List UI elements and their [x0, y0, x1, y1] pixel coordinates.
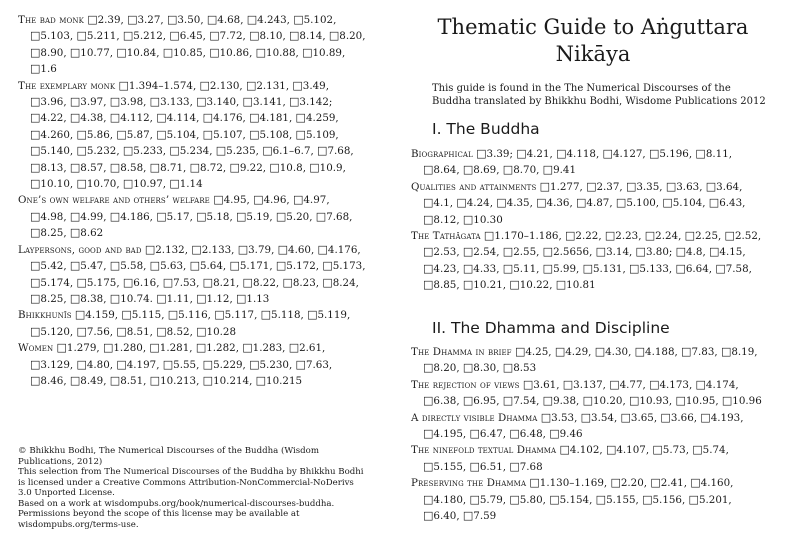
- reference-checkbox: □ 8.46: [30, 375, 63, 387]
- reference-checkbox: □ 8.69: [463, 164, 496, 176]
- reference-checkbox: □ 6.45: [169, 30, 202, 42]
- reference-checkbox: □ 5.119: [307, 309, 347, 321]
- reference-checkbox: □ 5.133: [629, 263, 669, 275]
- reference-checkbox: □ 10.21: [463, 279, 503, 291]
- reference-checkbox: □ 2.37: [586, 181, 619, 193]
- entry-references: □ 1.130–1.169, □ 2.20, □ 2.41, □ 4.160, □ 4.180, □ 5.79, □ 5.80, □ 5.154, □ 5.155, □ 5.156, □ 5.201, □ 6.40, □ 7.59: [423, 477, 733, 522]
- reference-checkbox: □ 5.117: [214, 309, 254, 321]
- reference-checkbox: □ 5.99: [543, 263, 576, 275]
- entry-heading: The Tathāgata: [411, 230, 481, 243]
- entry-heading: The ninefold textual Dhamma: [411, 444, 557, 457]
- index-entry: [393, 442, 765, 475]
- entry-heading: The bad monk: [18, 14, 84, 26]
- reference-checkbox: □ 4.35: [496, 197, 529, 209]
- reference-checkbox: □ 4.114: [156, 112, 196, 124]
- reference-checkbox: □ 3.53: [541, 412, 574, 424]
- reference-checkbox: □ 5.155: [423, 461, 463, 473]
- reference-checkbox: □ 2.55: [503, 246, 536, 258]
- reference-checkbox: □ 5.107: [203, 129, 243, 141]
- index-entry: [393, 344, 765, 377]
- title-line-2: Nikāya: [555, 42, 631, 66]
- reference-checkbox: □ 2.39: [87, 14, 120, 26]
- reference-checkbox: □ 10.95: [675, 395, 715, 407]
- reference-checkbox: □ 2.132: [145, 244, 185, 256]
- reference-checkbox: □ 4.15: [709, 246, 742, 258]
- reference-checkbox: □ 1.281: [149, 342, 189, 354]
- reference-checkbox: □ 10.88: [256, 47, 296, 59]
- reference-checkbox: □ 1.283: [242, 342, 282, 354]
- reference-checkbox: □ 10.9: [309, 162, 342, 174]
- reference-checkbox: □ 4.197: [116, 359, 156, 371]
- reference-checkbox: □ 5.17: [156, 211, 189, 223]
- reference-checkbox: □ 10.84: [116, 47, 156, 59]
- reference-checkbox: □ 8.58: [110, 162, 143, 174]
- reference-checkbox: □ 5.234: [169, 145, 209, 157]
- reference-checkbox: □ 8.30: [463, 362, 496, 374]
- reference-checkbox: □ 1.279: [57, 342, 97, 354]
- reference-checkbox: □ 3.141: [243, 96, 283, 108]
- reference-checkbox: □ 4.23: [423, 263, 456, 275]
- reference-checkbox: □ 5.86: [76, 129, 109, 141]
- entry-heading: Bhikkhunīs: [18, 309, 72, 322]
- reference-checkbox: □ 2.52: [725, 230, 758, 242]
- index-entry: [393, 146, 765, 179]
- reference-checkbox: □ 1.170–1.186: [484, 230, 559, 242]
- reference-checkbox: □ 10.10: [30, 178, 70, 190]
- reference-checkbox: □ 5.87: [116, 129, 149, 141]
- reference-checkbox: □ 1.277: [540, 181, 580, 193]
- reference-checkbox: □ 4.98: [30, 211, 63, 223]
- index-entry: [0, 192, 366, 241]
- reference-checkbox: □ 7.53: [163, 277, 196, 289]
- reference-checkbox: □ 4.180: [423, 494, 463, 506]
- reference-checkbox: □ 3.97: [70, 96, 103, 108]
- entry-heading: One’s own welfare and others’ welfare: [18, 194, 210, 207]
- reference-checkbox: □ 5.120: [30, 326, 70, 338]
- entry-references: □ 3.39; □ 4.21, □ 4.118, □ 4.127, □ 5.196, □ 8.11, □ 8.64, □ 8.69, □ 8.70, □ 9.41: [423, 148, 732, 176]
- reference-checkbox: □ 1.394–1.574: [118, 80, 193, 92]
- license-notice: [18, 446, 368, 530]
- reference-checkbox: □ 1.12: [196, 293, 229, 305]
- reference-checkbox: □ 3.64: [706, 181, 739, 193]
- reference-checkbox: □ 10.86: [209, 47, 249, 59]
- reference-checkbox: □ 8.13: [30, 162, 63, 174]
- reference-checkbox: □ 6.38: [423, 395, 456, 407]
- reference-checkbox: □ 9.22: [229, 162, 262, 174]
- entry-heading: The exemplary monk: [18, 79, 116, 92]
- reference-checkbox: □ 4.259: [296, 112, 336, 124]
- reference-checkbox: □ 5.235: [216, 145, 256, 157]
- reference-checkbox: □ 3.65: [621, 412, 654, 424]
- reference-checkbox: □ 3.54: [581, 412, 614, 424]
- reference-checkbox: □ 4.112: [110, 112, 150, 124]
- reference-checkbox: □ 5.201: [689, 494, 729, 506]
- reference-checkbox: □ 8.52: [156, 326, 189, 338]
- entry-heading: The rejection of views: [411, 378, 520, 391]
- index-entry: [393, 377, 765, 410]
- reference-checkbox: □ 8.14: [289, 30, 322, 42]
- reference-checkbox: □ 3.35: [626, 181, 659, 193]
- reference-checkbox: □ 4.174: [696, 379, 736, 391]
- page-title: [423, 14, 763, 68]
- reference-checkbox: □ 5.175: [76, 277, 116, 289]
- reference-checkbox: □ 8.20: [423, 362, 456, 374]
- index-entry: [0, 242, 366, 308]
- reference-checkbox: □ 4.21: [516, 148, 549, 160]
- reference-checkbox: □ 3.80: [636, 246, 669, 258]
- intro-text: This guide is found in the The Numerical Discourses of the Buddha translated by Bhikkhu Bodhi, Wisdome Publications 2012: [432, 83, 766, 107]
- reference-checkbox: □ 4.99: [70, 211, 103, 223]
- reference-checkbox: □ 2.61: [289, 342, 322, 354]
- entry-references: □ 4.102, □ 4.107, □ 5.73, □ 5.74, □ 5.155, □ 6.51, □ 7.68: [423, 444, 729, 472]
- reference-checkbox: □ 2.24: [645, 230, 678, 242]
- reference-checkbox: □ 10.70: [76, 178, 116, 190]
- reference-checkbox: □ 8.85: [423, 279, 456, 291]
- reference-checkbox: □ 8.25: [30, 293, 63, 305]
- reference-checkbox: □ 4.188: [635, 346, 675, 358]
- reference-checkbox: □ 3.63: [666, 181, 699, 193]
- reference-checkbox: □ 5.173: [322, 260, 362, 272]
- reference-checkbox: □ 5.63: [150, 260, 183, 272]
- reference-checkbox: □ 8.38: [70, 293, 103, 305]
- reference-checkbox: □ 4.176: [203, 112, 243, 124]
- reference-checkbox: □ 5.229: [203, 359, 243, 371]
- reference-checkbox: □ 3.140: [196, 96, 236, 108]
- reference-checkbox: □ 4.30: [595, 346, 628, 358]
- reference-checkbox: □ 7.63: [296, 359, 329, 371]
- reference-checkbox: □ 4.195: [423, 428, 463, 440]
- reference-checkbox: □ 2.131: [246, 80, 286, 92]
- reference-checkbox: □ 9.46: [549, 428, 582, 440]
- reference-checkbox: □ 10.22: [509, 279, 549, 291]
- reference-checkbox: □ 5.233: [123, 145, 163, 157]
- reference-checkbox: □ 8.51: [116, 326, 149, 338]
- reference-checkbox: □ 3.50: [167, 14, 200, 26]
- reference-checkbox: □ 5.109: [296, 129, 336, 141]
- reference-checkbox: □ 5.104: [156, 129, 196, 141]
- reference-checkbox: □ 5.64: [190, 260, 223, 272]
- reference-checkbox: □ 6.1–6.7: [262, 145, 310, 157]
- reference-checkbox: □ 2.53: [423, 246, 456, 258]
- reference-checkbox: □ 5.155: [596, 494, 636, 506]
- reference-checkbox: □ 5.100: [616, 197, 656, 209]
- reference-checkbox: □ 8.24: [322, 277, 355, 289]
- reference-checkbox: □ 10.81: [556, 279, 596, 291]
- entry-heading: Laypersons, good and bad: [18, 243, 142, 256]
- reference-checkbox: □ 3.27: [127, 14, 160, 26]
- entry-heading: Preserving the Dhamma: [411, 477, 527, 490]
- index-entry: [393, 410, 765, 443]
- reference-checkbox: □ 3.14: [596, 246, 629, 258]
- reference-checkbox: □ 5.171: [229, 260, 269, 272]
- reference-checkbox: □ 4.260: [30, 129, 70, 141]
- reference-checkbox: □ 2.41: [650, 477, 683, 489]
- reference-checkbox: □ 1.282: [196, 342, 236, 354]
- reference-checkbox: □ 4.102: [560, 444, 600, 456]
- reference-checkbox: □ 5.154: [549, 494, 589, 506]
- reference-checkbox: □ 10.28: [196, 326, 236, 338]
- reference-checkbox: □ 10.30: [463, 214, 503, 226]
- reference-checkbox: □ 5.18: [196, 211, 229, 223]
- entry-references: □ 1.277, □ 2.37, □ 3.35, □ 3.63, □ 3.64, □ 4.1, □ 4.24, □ 4.35, □ 4.36, □ 4.87, □ 5.100, □ 5.104, □ 6.43, □ 8.12, □ 10.30: [423, 181, 745, 226]
- reference-checkbox: □ 5.108: [249, 129, 289, 141]
- reference-checkbox: □ 4.80: [76, 359, 109, 371]
- reference-checkbox: □ 6.40: [423, 510, 456, 522]
- entry-references: □ 4.159, □ 5.115, □ 5.116, □ 5.117, □ 5.118, □ 5.119, □ 5.120, □ 7.56, □ 8.51, □ 8.52, □ 10.28: [30, 309, 350, 337]
- entry-heading: Biographical: [411, 148, 473, 160]
- reference-checkbox: □ 8.20: [329, 30, 362, 42]
- reference-checkbox: □ 4.127: [603, 148, 643, 160]
- index-entry: [393, 228, 765, 294]
- reference-checkbox: □ 10.97: [123, 178, 163, 190]
- reference-checkbox: □ 4.68: [207, 14, 240, 26]
- index-entry: [393, 179, 765, 228]
- reference-checkbox: □ 4.77: [609, 379, 642, 391]
- reference-checkbox: □ 3.137: [563, 379, 603, 391]
- entry-references: □ 1.170–1.186, □ 2.22, □ 2.23, □ 2.24, □ 2.25, □ 2.52, □ 2.53, □ 2.54, □ 2.55, □ 2.5656, □ 3.14, □ 3.80; □ 4.8, □ 4.15, □ 4.23, □ 4.33, □ 5.11, □ 5.99, □ 5.131, □ 5.133, □ 6.64, □ 7.58, □ 8.85, □ 10.21, □ 10.22, □ 10.81: [423, 230, 761, 291]
- reference-checkbox: □ 4.25: [515, 346, 548, 358]
- reference-checkbox: □ 5.156: [642, 494, 682, 506]
- reference-checkbox: □ 7.68: [317, 145, 350, 157]
- reference-checkbox: □ 10.85: [163, 47, 203, 59]
- reference-checkbox: □ 5.74: [692, 444, 725, 456]
- reference-checkbox: □ 4.1: [423, 197, 450, 209]
- entry-heading: Qualities and attainments: [411, 180, 537, 193]
- reference-checkbox: □ 4.97: [293, 194, 326, 206]
- entry-references: □ 3.61, □ 3.137, □ 4.77, □ 4.173, □ 4.174, □ 6.38, □ 6.95, □ 7.54, □ 9.38, □ 10.20, □ 10.93, □ 10.95, □ 10.96: [423, 379, 762, 407]
- reference-checkbox: □ 5.73: [652, 444, 685, 456]
- reference-checkbox: □ 4.159: [75, 309, 115, 321]
- reference-checkbox: □ 8.25: [30, 227, 63, 239]
- reference-checkbox: □ 8.49: [70, 375, 103, 387]
- reference-checkbox: □ 8.62: [70, 227, 103, 239]
- reference-checkbox: □ 10.8: [269, 162, 302, 174]
- reference-checkbox: □ 1.6: [30, 63, 57, 75]
- reference-checkbox: □ 8.23: [282, 277, 315, 289]
- reference-checkbox: □ 5.80: [509, 494, 542, 506]
- reference-checkbox: □ 9.38: [543, 395, 576, 407]
- reference-checkbox: □ 3.133: [150, 96, 190, 108]
- entry-references: □ 4.95, □ 4.96, □ 4.97, □ 4.98, □ 4.99, □ 4.186, □ 5.17, □ 5.18, □ 5.19, □ 5.20, □ 7.68, □ 8.25, □ 8.62: [30, 194, 352, 239]
- entry-references: □ 1.394–1.574, □ 2.130, □ 2.131, □ 3.49, □ 3.96, □ 3.97, □ 3.98, □ 3.133, □ 3.140, □ 3.141, □ 3.142; □ 4.22, □ 4.38, □ 4.112, □ 4.114, □ 4.176, □ 4.181, □ 4.259, □ 4.260, □ 5.86, □ 5.87, □ 5.104, □ 5.107, □ 5.108, □ 5.109, □ 5.140, □ 5.232, □ 5.233, □ 5.234, □ 5.235, □ 6.1–6.7, □ 7.68, □ 8.13, □ 8.57, □ 8.58, □ 8.71, □ 8.72, □ 9.22, □ 10.8, □ 10.9, □ 10.10, □ 10.70, □ 10.97, □ 1.14: [30, 80, 354, 190]
- reference-checkbox: □ 4.107: [606, 444, 646, 456]
- entry-references: □ 4.25, □ 4.29, □ 4.30, □ 4.188, □ 7.83, □ 8.19, □ 8.20, □ 8.30, □ 8.53: [423, 346, 758, 374]
- reference-checkbox: □ 2.54: [463, 246, 496, 258]
- reference-checkbox: □ 7.72: [209, 30, 242, 42]
- title-line-1: Thematic Guide to Aṅguttara: [437, 15, 749, 39]
- reference-checkbox: □ 5.196: [649, 148, 689, 160]
- entry-references: □ 3.53, □ 3.54, □ 3.65, □ 3.66, □ 4.193, □ 4.195, □ 6.47, □ 6.48, □ 9.46: [423, 412, 743, 440]
- reference-checkbox: □ 3.98: [110, 96, 143, 108]
- reference-checkbox: □ 2.23: [605, 230, 638, 242]
- reference-checkbox: □ 5.131: [583, 263, 623, 275]
- reference-checkbox: □ 4.96: [253, 194, 286, 206]
- reference-checkbox: □ 10.213: [150, 375, 196, 387]
- reference-checkbox: □ 8.57: [70, 162, 103, 174]
- reference-checkbox: □ 5.115: [121, 309, 161, 321]
- reference-checkbox: □ 8.12: [423, 214, 456, 226]
- reference-checkbox: □ 5.42: [30, 260, 63, 272]
- reference-checkbox: □ 8.70: [503, 164, 536, 176]
- reference-checkbox: □ 4.176: [318, 244, 358, 256]
- reference-checkbox: □ 8.64: [423, 164, 456, 176]
- reference-checkbox: □ 4.186: [110, 211, 150, 223]
- reference-checkbox: □ 4.118: [556, 148, 596, 160]
- reference-checkbox: □ 2.130: [200, 80, 240, 92]
- reference-checkbox: □ 3.79: [238, 244, 271, 256]
- reference-checkbox: □ 4.36: [536, 197, 569, 209]
- reference-checkbox: □ 6.51: [469, 461, 502, 473]
- index-entries-dhamma: [393, 344, 765, 524]
- reference-checkbox: □ 4.181: [249, 112, 289, 124]
- reference-checkbox: □ 4.60: [278, 244, 311, 256]
- reference-checkbox: □ 7.58: [715, 263, 748, 275]
- entry-heading: Women: [18, 342, 54, 355]
- permissions-line: Based on a work at wisdompubs.org/book/numerical-discourses-buddha. Permissions beyond the scope of this license may be available at wisdompubs.org/terms-use.: [18, 498, 335, 530]
- reference-checkbox: □ 3.49: [292, 80, 325, 92]
- reference-checkbox: □ 4.24: [456, 197, 489, 209]
- reference-checkbox: □ 7.68: [509, 461, 542, 473]
- reference-checkbox: □ 6.43: [709, 197, 742, 209]
- reference-checkbox: □ 8.10: [249, 30, 282, 42]
- section-heading-dhamma: II. The Dhamma and Discipline: [432, 319, 670, 337]
- reference-checkbox: □ 6.64: [675, 263, 708, 275]
- entry-references: □ 1.279, □ 1.280, □ 1.281, □ 1.282, □ 1.283, □ 2.61, □ 3.129, □ 4.80, □ 4.197, □ 5.55, □ 5.229, □ 5.230, □ 7.63, □ 8.46, □ 8.49, □ 8.51, □ 10.213, □ 10.214, □ 10.215: [30, 342, 332, 387]
- reference-checkbox: □ 10.77: [70, 47, 110, 59]
- reference-checkbox: □ 10.89: [302, 47, 342, 59]
- reference-checkbox: □ 4.38: [70, 112, 103, 124]
- reference-checkbox: □ 5.172: [276, 260, 316, 272]
- reference-checkbox: □ 5.58: [110, 260, 143, 272]
- reference-checkbox: □ 8.19: [721, 346, 754, 358]
- reference-checkbox: □ 8.90: [30, 47, 63, 59]
- reference-checkbox: □ 4.33: [463, 263, 496, 275]
- reference-checkbox: □ 5.211: [76, 30, 116, 42]
- reference-checkbox: □ 6.48: [509, 428, 542, 440]
- reference-checkbox: □ 10.93: [629, 395, 669, 407]
- reference-checkbox: □ 5.104: [662, 197, 702, 209]
- entry-heading: A directly visible Dhamma: [411, 411, 538, 424]
- reference-checkbox: □ 1.14: [169, 178, 202, 190]
- reference-checkbox: □ 5.20: [276, 211, 309, 223]
- reference-checkbox: □ 8.71: [150, 162, 183, 174]
- index-entry: [393, 475, 765, 524]
- reference-checkbox: □ 5.19: [236, 211, 269, 223]
- reference-checkbox: □ 5.47: [70, 260, 103, 272]
- reference-checkbox: □ 4.243: [247, 14, 287, 26]
- reference-checkbox: □ 1.11: [156, 293, 189, 305]
- reference-checkbox: □ 3.66: [660, 412, 693, 424]
- reference-checkbox: □ 3.61: [523, 379, 556, 391]
- reference-checkbox: □ 7.59: [463, 510, 496, 522]
- reference-checkbox: □ 7.68: [316, 211, 349, 223]
- reference-checkbox: □ 4.193: [700, 412, 740, 424]
- reference-checkbox: □ 1.130–1.169: [529, 477, 604, 489]
- reference-checkbox: □ 2.5656: [543, 246, 589, 258]
- reference-checkbox: □ 4.22: [30, 112, 63, 124]
- reference-checkbox: □ 5.116: [168, 309, 208, 321]
- reference-checkbox: □ 4.160: [690, 477, 730, 489]
- reference-checkbox: □ 10.74.: [110, 293, 153, 305]
- index-entry: [0, 78, 366, 193]
- reference-checkbox: □ 5.212: [123, 30, 163, 42]
- reference-checkbox: □ 8.53: [503, 362, 536, 374]
- reference-checkbox: □ 7.56: [76, 326, 109, 338]
- reference-checkbox: □ 6.95: [463, 395, 496, 407]
- reference-checkbox: □ 4.87: [576, 197, 609, 209]
- index-entry: [0, 307, 366, 340]
- reference-checkbox: □ 2.22: [565, 230, 598, 242]
- reference-checkbox: □ 10.215: [256, 375, 302, 387]
- reference-checkbox: □ 5.102: [293, 14, 333, 26]
- index-entries-buddha: [393, 146, 765, 294]
- entry-references: □ 2.132, □ 2.133, □ 3.79, □ 4.60, □ 4.176, □ 5.42, □ 5.47, □ 5.58, □ 5.63, □ 5.64, □ 5.171, □ 5.172, □ 5.173, □ 5.174, □ 5.175, □ 6.16, □ 7.53, □ 8.21, □ 8.22, □ 8.23, □ 8.24, □ 8.25, □ 8.38, □ 10.74. □ 1.11, □ 1.12, □ 1.13: [30, 244, 366, 305]
- reference-checkbox: □ 6.16: [123, 277, 156, 289]
- reference-checkbox: □ 8.21: [203, 277, 236, 289]
- reference-checkbox: □ 5.174: [30, 277, 70, 289]
- index-entries-left: [0, 12, 366, 389]
- index-entry: [0, 12, 366, 78]
- reference-checkbox: □ 2.25: [685, 230, 718, 242]
- reference-checkbox: □ 5.103: [30, 30, 70, 42]
- reference-checkbox: □ 8.51: [110, 375, 143, 387]
- copyright-line: © Bhikkhu Bodhi, The Numerical Discourses of the Buddha (Wisdom Publications, 2012): [18, 446, 319, 467]
- reference-checkbox: □ 8.22: [243, 277, 276, 289]
- reference-checkbox: □ 5.11: [503, 263, 536, 275]
- entry-references: □ 2.39, □ 3.27, □ 3.50, □ 4.68, □ 4.243, □ 5.102, □ 5.103, □ 5.211, □ 5.212, □ 6.45, □ 7.72, □ 8.10, □ 8.14, □ 8.20, □ 8.90, □ 10.77, □ 10.84, □ 10.85, □ 10.86, □ 10.88, □ 10.89, □ 1.6: [30, 14, 366, 75]
- reference-checkbox: □ 4.173: [649, 379, 689, 391]
- reference-checkbox: □ 1.280: [103, 342, 143, 354]
- license-line: This selection from The Numerical Discourses of the Buddha by Bhikkhu Bodhi is licensed under a Creative Commons Attribution-NonCommercial-NoDerivs 3.0 Unported License.: [18, 467, 364, 498]
- section-heading-buddha: I. The Buddha: [432, 120, 540, 138]
- reference-checkbox: □ 9.41: [543, 164, 576, 176]
- reference-checkbox: □ 8.72: [190, 162, 223, 174]
- reference-checkbox: □ 8.11: [695, 148, 728, 160]
- reference-checkbox: □ 5.118: [261, 309, 301, 321]
- reference-checkbox: □ 5.55: [163, 359, 196, 371]
- reference-checkbox: □ 6.47: [469, 428, 502, 440]
- reference-checkbox: □ 3.129: [30, 359, 70, 371]
- reference-checkbox: □ 7.83: [681, 346, 714, 358]
- reference-checkbox: □ 5.232: [76, 145, 116, 157]
- reference-checkbox: □ 5.140: [30, 145, 70, 157]
- reference-checkbox: □ 3.96: [30, 96, 63, 108]
- reference-checkbox: □ 10.214: [203, 375, 249, 387]
- reference-checkbox: □ 5.230: [249, 359, 289, 371]
- reference-checkbox: □ 3.142: [289, 96, 329, 108]
- entry-heading: The Dhamma in brief: [411, 346, 512, 358]
- reference-checkbox: □ 5.79: [469, 494, 502, 506]
- reference-checkbox: □ 2.133: [191, 244, 231, 256]
- reference-checkbox: □ 10.20: [583, 395, 623, 407]
- reference-checkbox: □ 4.29: [555, 346, 588, 358]
- reference-checkbox: □ 10.96: [722, 395, 762, 407]
- reference-checkbox: □ 4.95: [213, 194, 246, 206]
- reference-checkbox: □ 2.20: [610, 477, 643, 489]
- reference-checkbox: □ 3.39: [476, 148, 509, 160]
- reference-checkbox: □ 4.8: [676, 246, 703, 258]
- index-entry: [0, 340, 366, 389]
- reference-checkbox: □ 7.54: [503, 395, 536, 407]
- reference-checkbox: □ 1.13: [236, 293, 269, 305]
